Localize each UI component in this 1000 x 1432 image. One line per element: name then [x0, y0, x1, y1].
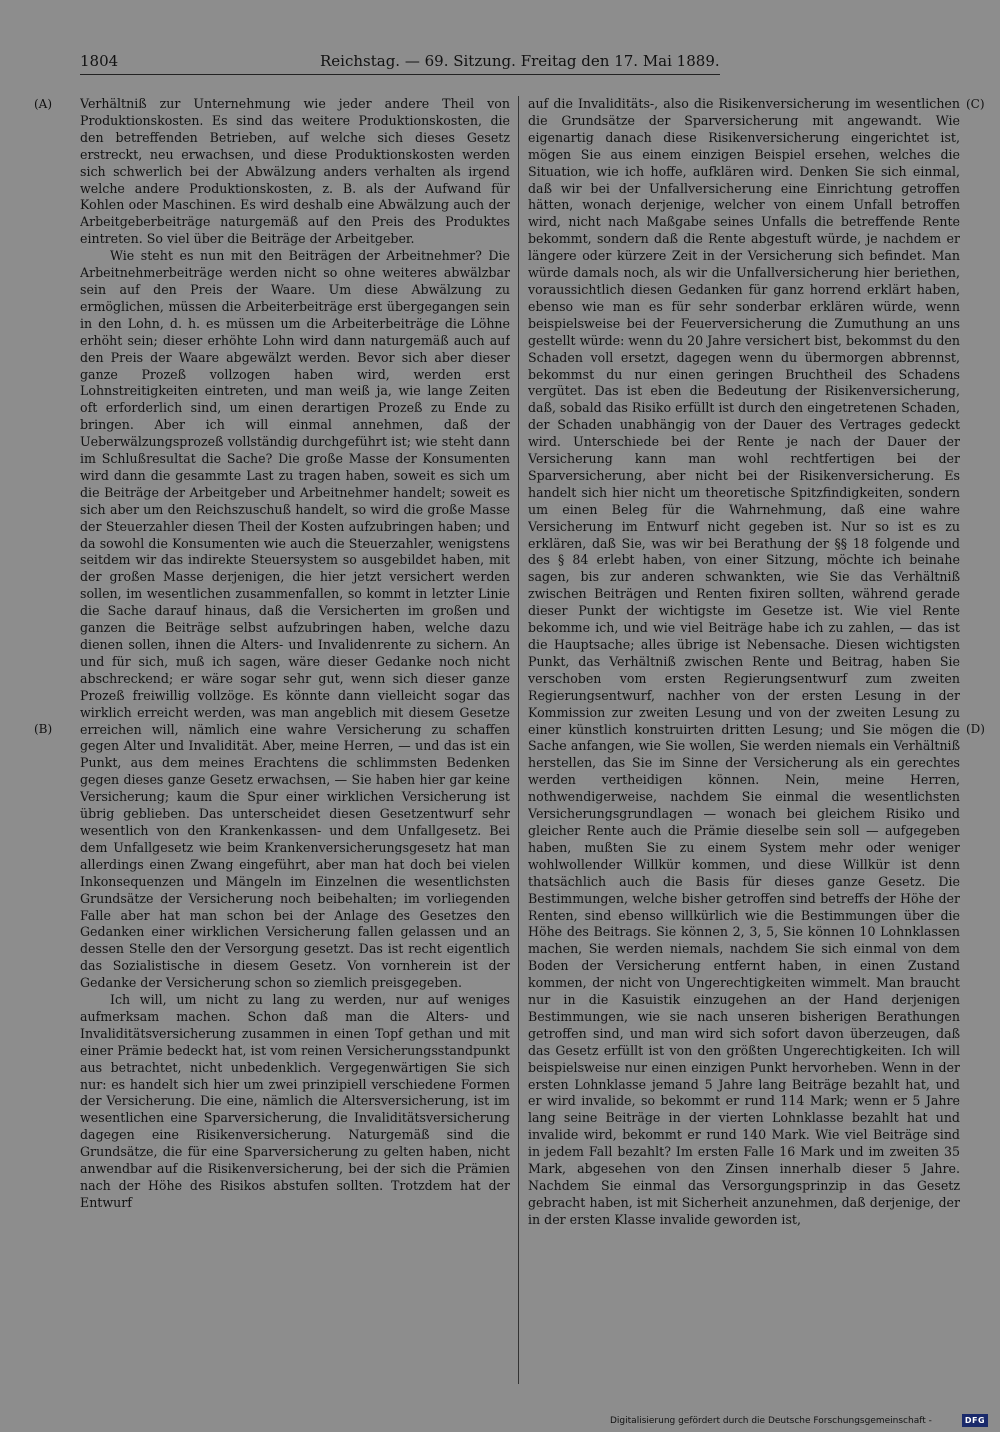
page-number: 1804 [80, 52, 119, 70]
digitization-footer [600, 1412, 990, 1430]
page-title: Reichstag. — 69. Sitzung. Freitag den 17. Mai 1889. [320, 52, 720, 70]
left-column [80, 96, 510, 1384]
column-divider [518, 96, 519, 1384]
footer-credit: Digitalisierung gefördert durch die Deutsche Forschungsgemeinschaft - [610, 1416, 932, 1426]
paragraph: Ich will, um nicht zu lang zu werden, nur auf weniges aufmerksam machen. Schon daß man die Alters- und Invaliditätsversicherung zusammen in einen Topf gethan und mit einer Prämie bedeckt hat, ist vom reinen Versicherungsstandpunkt aus betrachtet, nicht unbedenklich. Vergegenwärtigen Sie sich nur: es handelt sich hier um zwei prinzipiell verschiedene Formen der Versicherung. Die eine, nämlich die Altersversicherung, ist im wesentlichen eine Sparversicherung, die Invaliditätsversicherung dagegen eine Risikenversicherung. Naturgemäß sind die Grundsätze, die für eine Sparversicherung zu gelten haben, nicht anwendbar auf die Risikenversicherung, bei der sich die Prämien nach der Höhe des Risikos abstufen sollten. Trotzdem hat der Entwurf [80, 992, 510, 1210]
page-header [80, 50, 720, 75]
margin-marker-b: (B) [34, 722, 53, 736]
paragraph: Verhältniß zur Unternehmung wie jeder andere Theil von Produktionskosten. Es sind das weitere Produktionskosten, die den betreffenden Betrieben, auf welche sich dieses Gesetz erstreckt, neu erwachsen, und diese Produktionskosten werden sich schwerlich bei der Abwälzung anders verhalten als irgend welche andere Produktionskosten, z. B. als der Aufwand für Kohlen oder Maschinen. Es wird deshalb eine Abwälzung auch der Arbeitgeberbeiträge naturgemäß auf den Preis des Produktes eintreten. So viel über die Beiträge der Arbeitgeber. [80, 96, 510, 247]
margin-marker-c: (C) [966, 97, 985, 111]
paragraph: auf die Invaliditäts-, also die Risikenversicherung im wesentlichen die Grundsätze der Sparversicherung mit angewandt. Wie eigenartig danach diese Risikenversicherung eingerichtet ist, mögen Sie aus einem einzigen Beispiel ersehen, welches die Situation, wie ich hoffe, aufklären wird. Denken Sie sich einmal, daß wir bei der Unfallversicherung eine Einrichtung getroffen hätten, wonach derjenige, welcher von einem Unfall betroffen wird, nicht nach Maßgabe seines Unfalls die betreffende Rente bekommt, sondern daß die Rente abgestuft würde, je nachdem er längere oder kürzere Zeit in der Versicherung sich befindet. Man würde damals noch, als wir die Unfallversicherung hier beriethen, voraussichtlich diesen Gedanken für ganz horrend erklärt haben, ebenso wie man es für sehr sonderbar erklären würde, wenn beispielsweise bei der Feuerversicherung die Zumuthung an uns gestellt würde: wenn du 20 Jahre versichert bist, bekommst du den Schaden voll ersetzt, dagegen wenn du übermorgen abbrennst, bekommst du nur einen geringen Bruchtheil des Schadens vergütet. Das ist eben die Bedeutung der Risikenversicherung, daß, sobald das Risiko erfüllt ist durch den eingetretenen Schaden, der Schaden unabhängig von der Dauer des Vertrages gedeckt wird. Unterschiede bei der Rente je nach der Dauer der Versicherung kann man wohl rechtfertigen bei der Sparversicherung, aber nicht bei der Risikenversicherung. Es handelt sich hier nicht um theoretische Spitzfindigkeiten, sondern um einen Beleg für die Wahrnehmung, daß eine wahre Versicherung im Entwurf nicht gegeben ist. Nur so ist es zu erklären, daß Sie, was wir bei Berathung der §§ 18 folgende und des § 84 erlebt haben, von einer Sitzung, möchte ich beinahe sagen, bis zur anderen schwankten, wie Sie das Verhältniß zwischen Beiträgen und Renten fixiren sollten, während gerade dieser Punkt der wichtigste im Gesetze ist. Wie viel Rente bekomme ich, und wie viel Beiträge habe ich zu zahlen, — das ist die Hauptsache; alles übrige ist Nebensache. Diesen wichtigsten Punkt, das Verhältniß zwischen Rente und Beitrag, haben Sie verschoben vom ersten Regierungsentwurf zum zweiten Regierungsentwurf, nachher von der ersten Lesung in der Kommission zur zweiten Lesung und von der zweiten Lesung zu einer künstlich konstruirten dritten Lesung; und Sie mögen die Sache anfangen, wie Sie wollen, Sie werden niemals ein Verhältniß herstellen, das Sie im Sinne der Versicherung als ein gerechtes werden vertheidigen können. Nein, meine Herren, nothwendigerweise, nachdem Sie einmal die wesentlichsten Versicherungsgrundlagen — wonach bei gleichem Risiko und gleicher Rente auch die Prämie dieselbe sein soll — aufgegeben haben, mußten Sie zu einem System mehr oder weniger wohlwollender Willkür kommen, und diese Willkür ist denn thatsächlich auch die Basis für dieses ganze Gesetz. Die Bestimmungen, welche bisher getroffen sind betreffs der Höhe der Renten, sind ebenso willkürlich wie die Bestimmungen über die Höhe des Beitrags. Sie können 2, 3, 5, Sie können 10 Lohnklassen machen, Sie werden niemals, nachdem Sie sich einmal von dem Boden der Versicherung entfernt haben, in einen Zustand kommen, der nicht von Ungerechtigkeiten wimmelt. Man braucht nur in die Kasuistik einzugehen an der Hand derjenigen Bestimmungen, wie sie nach unseren bisherigen Berathungen getroffen sind, und man wird sich sofort davon überzeugen, daß das Gesetz erfüllt ist von den größten Ungerechtigkeiten. Ich will beispielsweise nur einen einzigen Punkt hervorheben. Wenn in der ersten Lohnklasse jemand 5 Jahre lang Beiträge bezahlt hat, und er wird invalide, so bekommt er rund 114 Mark; wenn er 5 Jahre lang seine Beiträge in der vierten Lohnklasse bezahlt hat und invalide wird, bekommt er rund 140 Mark. Wie viel Beiträge sind in jedem Fall bezahlt? Im ersten Falle 16 Mark und im zweiten 35 Mark, abgesehen von den Zinsen innerhalb dieser 5 Jahre. Nachdem Sie einmal das Versorgungsprinzip in das Gesetz gebracht haben, ist mit Sicherheit anzunehmen, daß derjenige, der in der ersten Klasse invalide geworden ist, [528, 96, 960, 1227]
margin-marker-a: (A) [34, 97, 53, 111]
margin-marker-d: (D) [966, 722, 985, 736]
paragraph: Wie steht es nun mit den Beiträgen der Arbeitnehmer? Die Arbeitnehmerbeiträge werden nicht so ohne weiteres abwälzbar sein auf den Preis der Waare. Um diese Abwälzung zu ermöglichen, müssen die Arbeiterbeiträge erst übergegangen sein in den Lohn, d. h. es müssen um die Arbeiterbeiträge die Löhne erhöht sein; dieser erhöhte Lohn wird dann naturgemäß auch auf den Preis der Waare abgewälzt werden. Bevor sich aber dieser ganze Prozeß vollzogen haben wird, werden erst Lohnstreitigkeiten eintreten, und man weiß ja, wie lange Zeiten oft erforderlich sind, um einen derartigen Prozeß zu Ende zu bringen. Aber ich will einmal annehmen, daß der Ueberwälzungsprozeß vollständig durchgeführt ist; wie steht dann im Schlußresultat die Sache? Die große Masse der Konsumenten wird dann die gesammte Last zu tragen haben, soweit es sich um die Beiträge der Arbeitgeber und Arbeitnehmer handelt; soweit es sich aber um den Reichszuschuß handelt, so wird die große Masse der Steuerzahler diesen Theil der Kosten aufzubringen haben; und da sowohl die Konsumenten wie auch die Steuerzahler, wenigstens seitdem wir das indirekte Steuersystem so ausgebildet haben, mit der großen Masse derjenigen, die hier jetzt versichert werden sollen, im wesentlichen zusammenfallen, so kommt in letzter Linie die Sache darauf hinaus, daß die Versicherten im großen und ganzen die Beiträge selbst aufzubringen haben, welche dazu dienen sollen, ihnen die Alters- und Invalidenrente zu sichern. An und für sich, muß ich sagen, wäre dieser Gedanke noch nicht abschreckend; er wäre sogar sehr gut, wenn sich dieser ganze Prozeß freiwillig vollzöge. Es könnte dann vielleicht sogar das wirklich erreicht werden, was man angeblich mit diesem Gesetze erreichen will, nämlich eine wahre Versicherung zu schaffen gegen Alter und Invalidität. Aber, meine Herren, — und das ist ein Punkt, aus dem meines Erachtens die schlimmsten Bedenken gegen dieses ganze Gesetz erwachsen, — Sie haben hier gar keine Versicherung; kaum die Spur einer wirklichen Versicherung ist übrig geblieben. Das unterscheidet diesen Gesetzentwurf sehr wesentlich von den Krankenkassen- und dem Unfallgesetz. Bei dem Unfallgesetz wie beim Krankenversicherungsgesetz hat man allerdings einen Zwang eingeführt, aber man hat doch bei vielen Inkonsequenzen und Mängeln im Einzelnen die wesentlichsten Grundsätze der Versicherung noch beibehalten; im vorliegenden Falle aber hat man schon bei der Anlage des Gesetzes den Gedanken einer wirklichen Versicherung fallen gelassen und an dessen Stelle den der Versorgung gesetzt. Das ist recht eigentlich das Sozialistische in diesem Gesetz. Von vornherein ist der Gedanke der Versicherung schon so ziemlich preisgegeben. [80, 248, 510, 991]
right-column [528, 96, 960, 1384]
dfg-logo-icon: DFG [962, 1414, 988, 1427]
